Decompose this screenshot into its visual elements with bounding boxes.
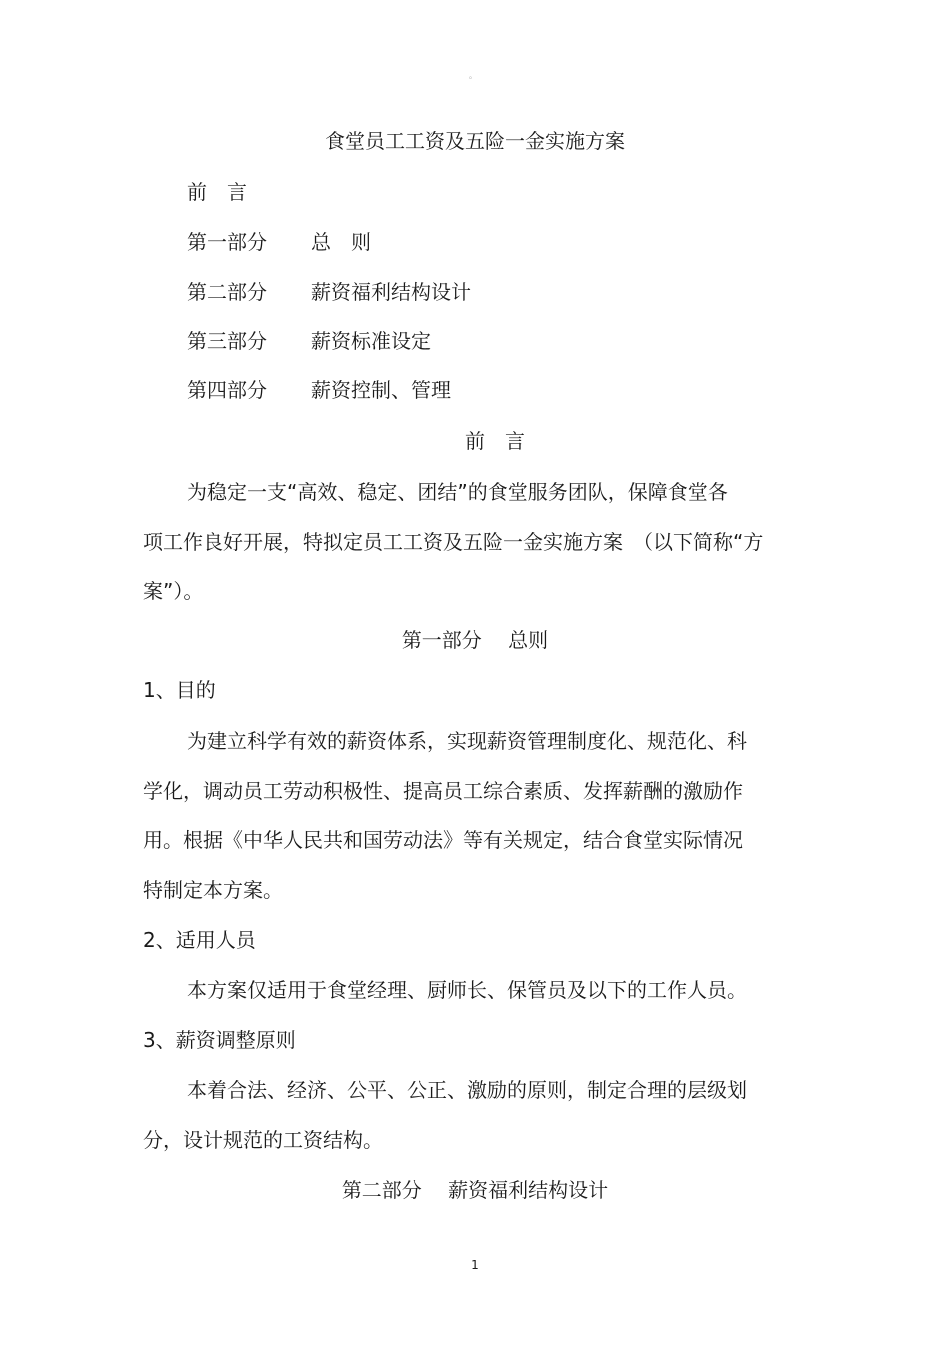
toc-item-part2 [0, 279, 950, 305]
header-mark: 。 [469, 71, 477, 80]
section-title-scope: 2、适用人员 [143, 928, 256, 952]
toc-item-part4 [0, 377, 950, 403]
toc-label: 第四部分 [187, 378, 267, 402]
toc-label: 第一部分 [187, 230, 267, 254]
purpose-paragraph-line: 学化，调动员工劳动积极性、提高员工综合素质、发挥薪酬的激励作 [143, 779, 743, 803]
section-title-purpose: 1、目的 [143, 678, 216, 702]
part2-heading: 第二部分 薪资福利结构设计 [341, 1178, 609, 1202]
purpose-paragraph-line: 特制定本方案。 [143, 878, 283, 902]
scope-paragraph-line: 本方案仅适用于食堂经理、厨师长、保管员及以下的工作人员。 [187, 978, 747, 1002]
toc-label: 第三部分 [187, 329, 267, 353]
preface-paragraph-line: 案”）。 [143, 579, 204, 603]
toc-title: 薪资标准设定 [311, 329, 431, 353]
page-number: 1 [471, 1258, 479, 1272]
part1-heading: 第一部分 总则 [401, 628, 549, 652]
adjustment-paragraph-line: 分，设计规范的工资结构。 [143, 1128, 383, 1152]
toc-item-part3 [0, 328, 950, 354]
section-title-adjustment: 3、薪资调整原则 [143, 1028, 296, 1052]
purpose-paragraph-line: 为建立科学有效的薪资体系，实现薪资管理制度化、规范化、科 [187, 729, 747, 753]
toc-title: 薪资控制、管理 [311, 378, 451, 402]
document-title: 食堂员工工资及五险一金实施方案 [325, 129, 625, 153]
preface-heading: 前 言 [465, 429, 525, 453]
toc-title: 总 则 [311, 230, 371, 254]
preface-paragraph-line: 项工作良好开展，特拟定员工工资及五险一金实施方案 （以下简称“方 [143, 530, 764, 554]
toc-label: 前 言 [187, 180, 247, 204]
toc-label: 第二部分 [187, 280, 267, 304]
purpose-paragraph-line: 用。根据《中华人民共和国劳动法》等有关规定，结合食堂实际情况 [143, 828, 743, 852]
preface-paragraph-line: 为稳定一支“高效、稳定、团结”的食堂服务团队，保障食堂各 [187, 480, 728, 504]
toc-item-preface [0, 179, 950, 205]
toc-title: 薪资福利结构设计 [311, 280, 471, 304]
adjustment-paragraph-line: 本着合法、经济、公平、公正、激励的原则，制定合理的层级划 [187, 1078, 747, 1102]
toc-item-part1 [0, 229, 950, 255]
